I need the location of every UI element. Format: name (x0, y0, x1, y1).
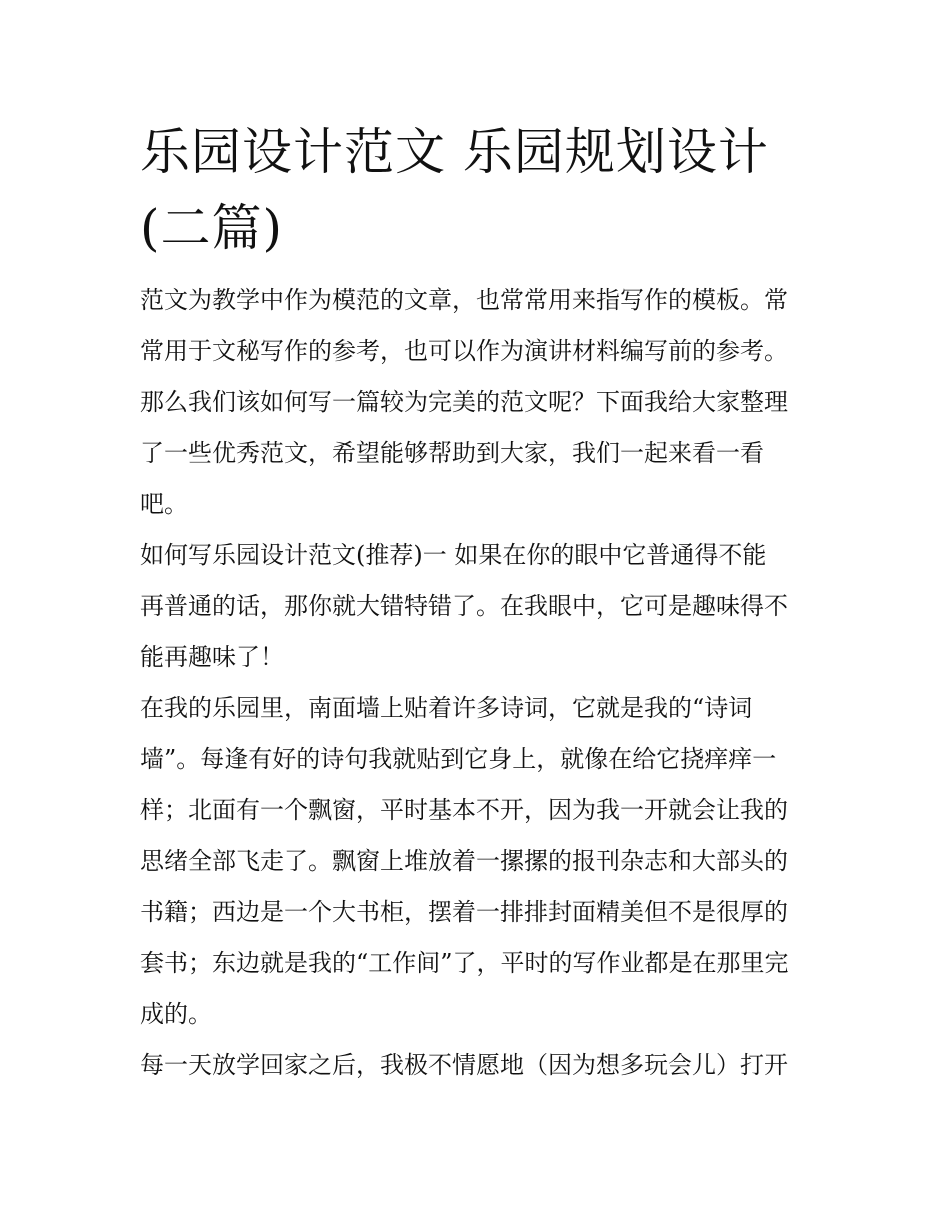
title-line: 乐园设计范文 乐园规划设计 (140, 123, 769, 181)
text-line: 再普通的话，那你就大错特错了。在我眼中，它可是趣味得不 (140, 592, 788, 620)
text-line: 常用于文秘写作的参考，也可以作为演讲材料编写前的参考。 (140, 337, 788, 365)
document-body (140, 275, 830, 1091)
text-line: 吧。 (140, 490, 188, 518)
text-line: 了一些优秀范文，希望能够帮助到大家，我们一起来看一看 (140, 439, 764, 467)
text-line: 每一天放学回家之后，我极不情愿地（因为想多玩会儿）打开 (140, 1051, 788, 1079)
text-line: 书籍；西边是一个大书柜，摆着一排排封面精美但不是很厚的 (140, 898, 788, 926)
text-line: 套书；东边就是我的“工作间”了，平时的写作业都是在那里完 (140, 949, 789, 977)
text-line: 那么我们该如何写一篇较为完美的范文呢？下面我给大家整理 (140, 388, 788, 416)
text-line: 能再趣味了！ (140, 643, 284, 671)
text-line: 思绪全部飞走了。飘窗上堆放着一摞摞的报刊杂志和大部头的 (140, 847, 788, 875)
text-line: 样；北面有一个飘窗，平时基本不开，因为我一开就会让我的 (140, 796, 788, 824)
text-line: 如何写乐园设计范文(推荐)一 如果在你的眼中它普通得不能 (140, 541, 767, 569)
title-line: (二篇) (140, 199, 284, 257)
text-line: 范文为教学中作为模范的文章，也常常用来指写作的模板。常 (140, 286, 788, 314)
text-line: 墙”。每逢有好的诗句我就贴到它身上，就像在给它挠痒痒一 (140, 745, 777, 773)
text-line: 在我的乐园里，南面墙上贴着许多诗词，它就是我的“诗词 (140, 694, 753, 722)
paragraph-after-school (140, 1040, 830, 1091)
text-line: 成的。 (140, 1000, 212, 1028)
paragraph-intro (140, 275, 830, 530)
document-title (140, 114, 820, 266)
paragraph-my-paradise (140, 683, 830, 1040)
paragraph-how-to-write (140, 530, 830, 683)
